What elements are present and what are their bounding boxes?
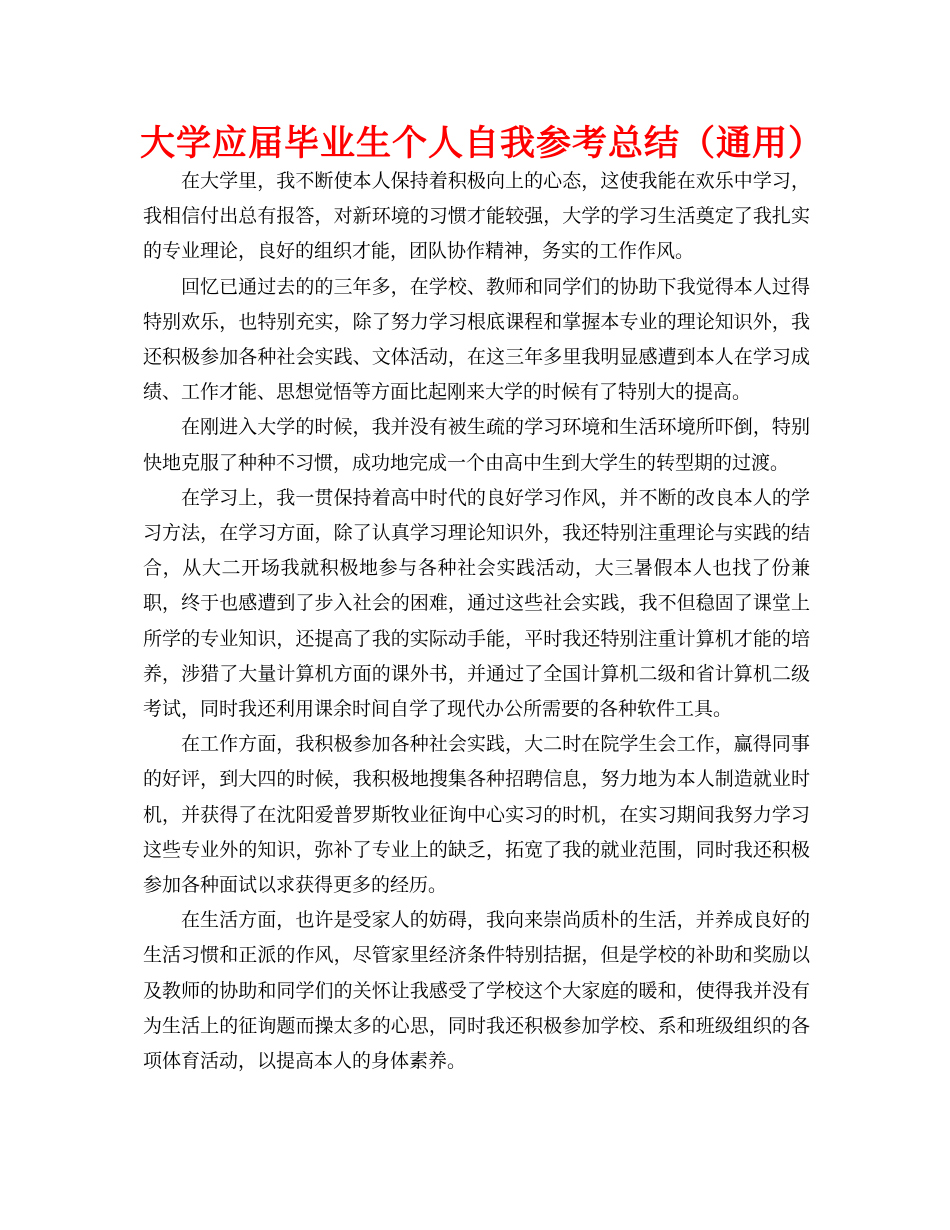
paragraph-2: 回忆已通过去的的三年多，在学校、教师和同学们的协助下我觉得本人过得特别欢乐，也特别充实，除了努力学习根底课程和掌握本专业的理论知识外，我还积极参加各种社会实践、文体活动，在这三年多里我明显感遭到本人在学习成绩、工作才能、思想觉悟等方面比起刚来大学的时候有了特别大的提高。 [143,275,810,404]
paragraph-3: 在刚进入大学的时候，我并没有被生疏的学习环境和生活环境所吓倒，特别快地克服了种种不习惯，成功地完成一个由高中生到大学生的转型期的过渡。 [143,416,810,474]
paragraph-4: 在学习上，我一贯保持着高中时代的良好学习作风，并不断的改良本人的学习方法，在学习方面，除了认真学习理论知识外，我还特别注重理论与实践的结合，从大二开场我就积极地参与各种社会实践活动，大三暑假本人也找了份兼职，终于也感遭到了步入社会的困难，通过这些社会实践，我不但稳固了课堂上所学的专业知识，还提高了我的实际动手能，平时我还特别注重计算机才能的培养，涉猎了大量计算机方面的课外书，并通过了全国计算机二级和省计算机二级考试，同时我还利用课余时间自学了现代办公所需要的各种软件工具。 [143,486,810,721]
paragraph-1: 在大学里，我不断使本人保持着积极向上的心态，这使我能在欢乐中学习，我相信付出总有报答，对新环境的习惯才能较强，大学的学习生活奠定了我扎实的专业理论，良好的组织才能，团队协作精神，务实的工作作风。 [143,170,810,263]
document-body [143,164,810,1079]
paragraph-5: 在工作方面，我积极参加各种社会实践，大二时在院学生会工作，赢得同事的好评，到大四的时候，我积极地搜集各种招聘信息，努力地为本人制造就业时机，并获得了在沈阳爱普罗斯牧业征询中心实习的时机，在实习期间我努力学习这些专业外的知识，弥补了专业上的缺乏，拓宽了我的就业范围，同时我还积极参加各种面试以求获得更多的经历。 [143,733,810,897]
paragraph-6: 在生活方面，也许是受家人的妨碍，我向来崇尚质朴的生活，并养成良好的生活习惯和正派的作风，尽管家里经济条件特别拮据，但是学校的补助和奖励以及教师的协助和同学们的关怀让我感受了学校这个大家庭的暖和，使得我并没有为生活上的征询题而操太多的心思，同时我还积极参加学校、系和班级组织的各项体育活动，以提高本人的身体素养。 [143,909,810,1073]
document-title: 大学应届毕业生个人自我参考总结（通用） [140,124,825,164]
